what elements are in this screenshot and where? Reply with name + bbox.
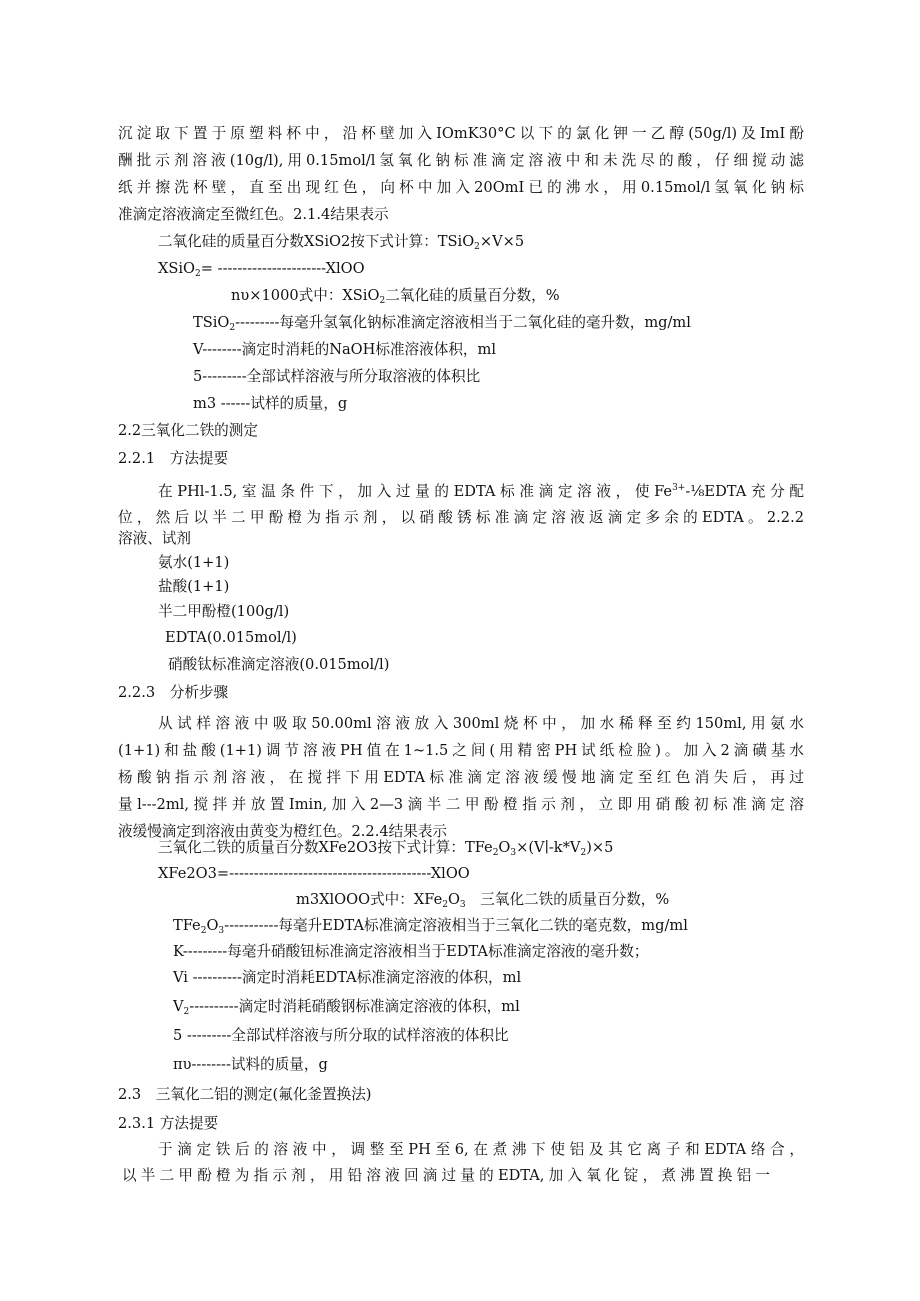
reagent-line: 盐酸(1+1) <box>158 578 230 595</box>
text-line: 准滴定溶液滴定至微红色。2.1.4结果表示 <box>118 206 389 223</box>
formula-line: m3XlOOO式中：$XFe_2O_3$ 三氧化二铁的质量百分数，% <box>296 891 670 910</box>
formula-line: XSiO$_2$= ----------------------XlOO <box>158 260 365 279</box>
definition-line: $V_2----------$滴定时消耗硝酸钢标准滴定溶液的体积，ml <box>173 998 520 1017</box>
text-line: 溶液、试剂 <box>118 530 191 547</box>
reagent-line: 硝酸钛标准滴定溶液(0.015mol/l) <box>168 656 390 673</box>
formula-line: 二氧化硅的质量百分数XSiO2按下式计算：TSiO$_2$×V×5 <box>158 233 525 252</box>
definition-line: 5---------全部试样溶液与所分取溶液的体积比 <box>193 368 481 385</box>
section-heading: 2.3 三氧化二铝的测定(氟化釜置换法) <box>118 1086 372 1103</box>
text-line: 液缓慢滴定到溶液由黄变为橙红色。2.2.4结果表示 <box>118 823 448 840</box>
text-line: 位，然后以半二甲酚橙为指示剂，以硝酸锈标准滴定溶液返滴定多余的EDTA。2.2.2 <box>118 509 804 526</box>
reagent-line: 半二甲酚橙(100g/l) <box>158 603 290 620</box>
text-line: 从试样溶液中吸取50.00ml溶液放入300ml烧杯中，加水稀释至约150ml,用氨水 <box>158 715 804 732</box>
formula-line: 三氧化二铁的质量百分数XFe2O3按下式计算：$TFe_2O_3\times(V∣-k*V_2)\times 5$ <box>158 839 614 858</box>
text-line: 在PHl-1.5,室温条件下，加入过量的EDTA标准滴定溶液，使$Fe^{3+}$-⅛EDTA充分配 <box>158 483 804 500</box>
definition-line: K---------每毫升硝酸钮标准滴定溶液相当于EDTA标准滴定溶液的毫升数； <box>173 943 649 960</box>
definition-line: TSiO$_2$---------每毫升氢氧化钠标准滴定溶液相当于二氧化硅的毫升数，mg/ml <box>193 314 691 333</box>
text-line: 沉淀取下置于原塑料杯中，沿杯壁加入IOmK30°C以下的氯化钾一乙醇(50g/l)及ImI酚 <box>118 125 804 142</box>
text-line: (1+1)和盐酸(1+1)调节溶液PH值在1~1.5之间(用精密PH试纸检脸)。加入2滴磺基水 <box>118 742 804 759</box>
definition-line: V--------滴定时消耗的NaOH标准溶液体积，ml <box>193 341 497 358</box>
formula-line: XFe2O3=-----------------------------------------XlOO <box>158 865 470 882</box>
text-line: 纸并擦洗杯壁，直至出现红色，向杯中加入20OmI已的沸水，用0.15mol/l氢氧化钠标 <box>118 179 804 196</box>
definition-line: $TFe_2O_3-----------$每毫升EDTA标准滴定溶液相当于三氧化二铁的毫克数，mg/ml <box>173 917 688 936</box>
definition-line: πυ--------试料的质量，g <box>173 1056 328 1073</box>
text-line: 以半二甲酚橙为指示剂，用铅溶液回滴过量的EDTA,加入氧化锭，煮沸置换铝一 <box>122 1167 770 1184</box>
section-heading: 2.2三氧化二铁的测定 <box>118 422 258 439</box>
definition-line: m3 ------试样的质量，g <box>193 395 348 412</box>
subsection-heading: 2.2.1 方法提要 <box>118 450 229 467</box>
reagent-line: EDTA(0.015mol/l) <box>165 629 297 646</box>
subsection-heading: 2.2.3 分析步骤 <box>118 684 229 701</box>
formula-line: nυ×1000式中：XSiO$_2$二氧化硅的质量百分数，% <box>231 287 560 306</box>
text-line: 酬批示剂溶液(10g/l),用0.15mol/l氢氧化钠标准滴定溶液中和未洗尽的酸，仔细搅动滤 <box>118 152 804 169</box>
definition-line: Vi ----------滴定时消耗EDTA标准滴定溶液的体积，ml <box>173 969 522 986</box>
text-line: 杨酸钠指示剂溶液，在搅拌下用EDTA标准滴定溶液缓慢地滴定至红色消失后，再过 <box>118 769 804 786</box>
definition-line: 5 ---------全部试样溶液与所分取的试样溶液的体积比 <box>173 1027 509 1044</box>
text-line: 量l---2ml,搅拌并放置Imin,加入2—3滴半二甲酚橙指示剂，立即用硝酸初标准滴定溶 <box>118 796 804 813</box>
reagent-line: 氨水(1+1) <box>158 554 230 571</box>
subsection-heading: 2.3.1 方法提要 <box>118 1115 219 1132</box>
text-line: 于滴定铁后的溶液中，调整至PH至6,在煮沸下使铝及其它离子和EDTA络合， <box>158 1141 804 1158</box>
